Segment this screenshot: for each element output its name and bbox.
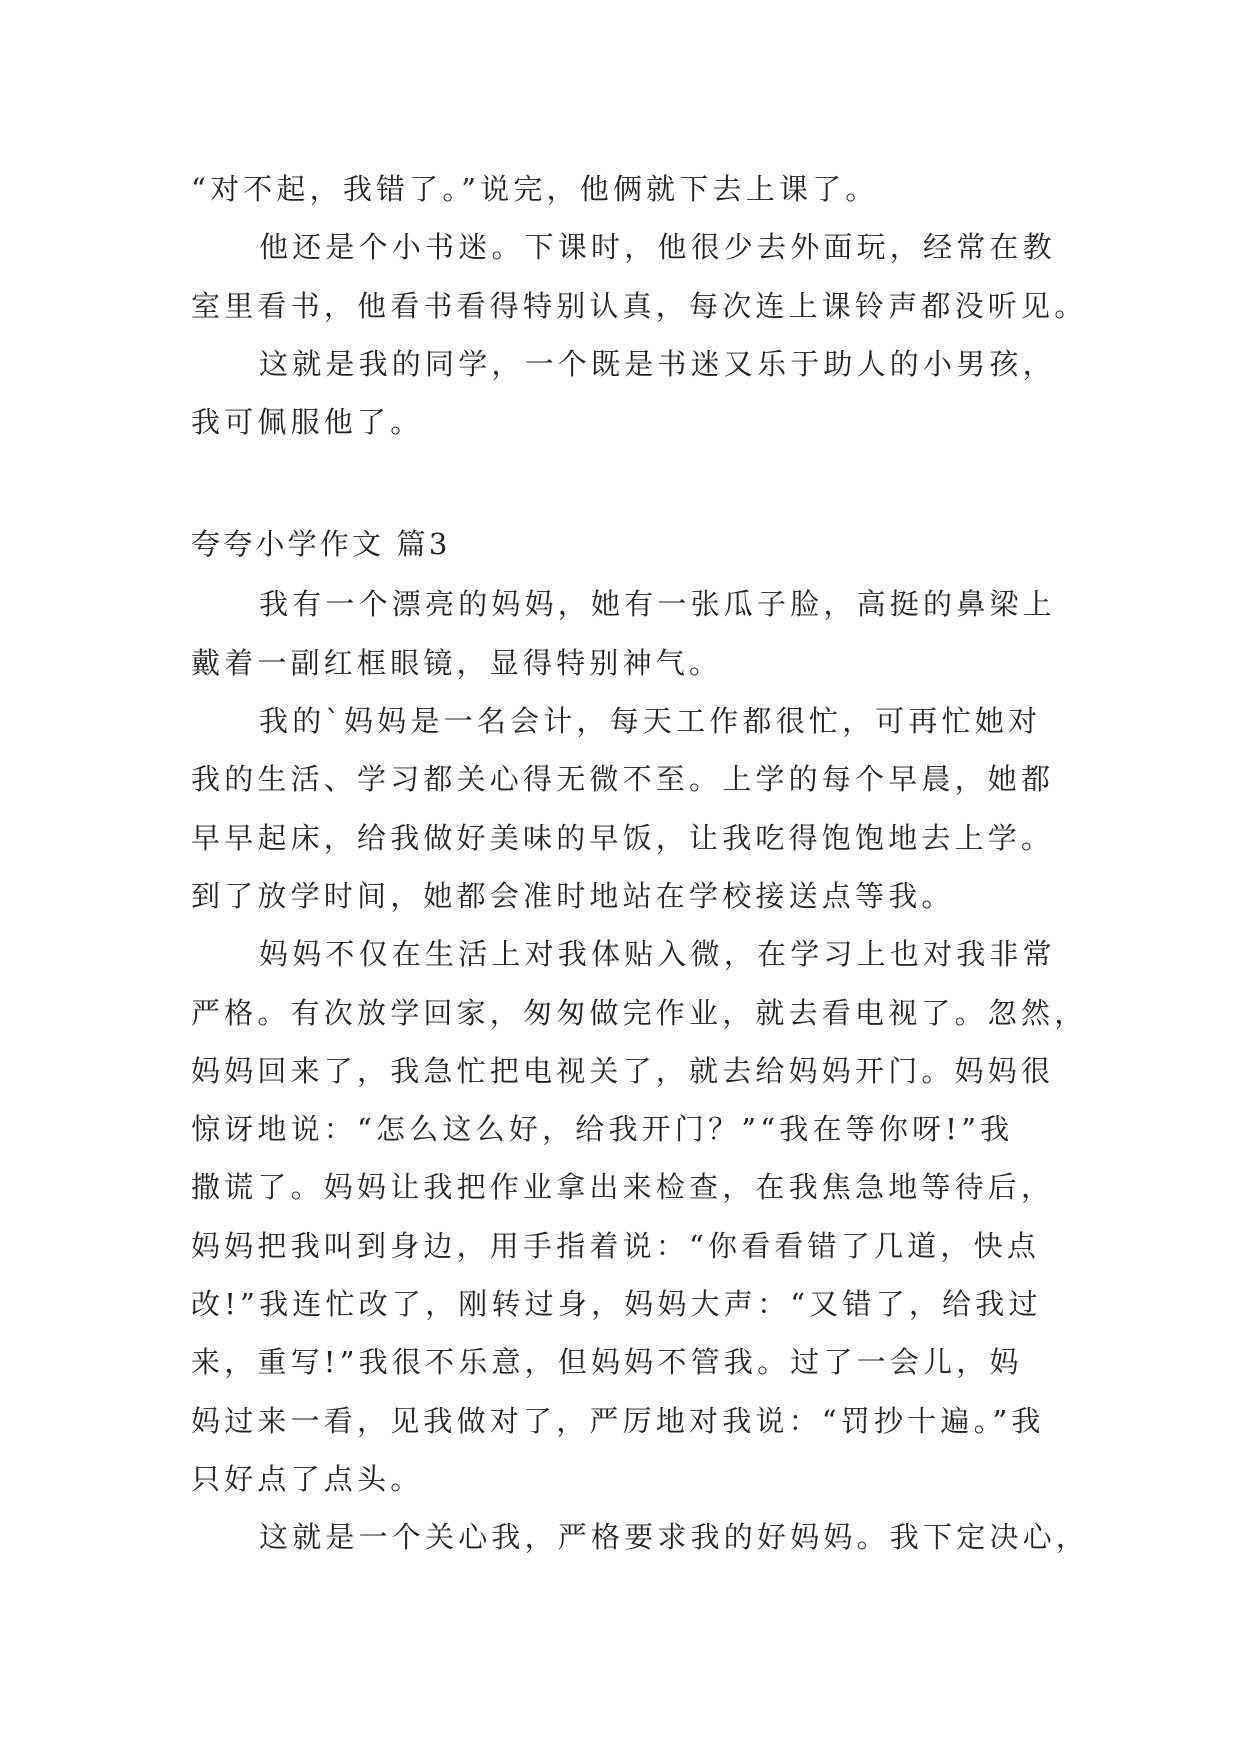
paragraph-line: “对不起，我错了。”说完，他俩就下去上课了。 — [191, 172, 879, 206]
paragraph-line: 妈妈不仅在生活上对我体贴入微，在学习上也对我非常 — [259, 937, 1056, 972]
paragraph-line: 我的`妈妈是一名会计，每天工作都很忙，可再忙她对 — [259, 704, 1042, 739]
document-body — [191, 160, 1090, 1567]
paragraph-line: 妈过来一看，见我做对了，严厉地对我说：“罚抄十遍。”我 — [191, 1403, 1045, 1438]
paragraph-line: 这就是我的同学，一个既是书迷又乐于助人的小男孩， — [259, 346, 1056, 381]
paragraph-line: 他还是个小书迷。下课时，他很少去外面玩，经常在教 — [259, 230, 1056, 265]
paragraph-line: 妈妈回来了，我急忙把电视关了，就去给妈妈开门。妈妈很 — [191, 1053, 1055, 1088]
paragraph-line: 只好点了点头。 — [191, 1461, 424, 1496]
paragraph-line: 室里看书，他看书看得特别认真，每次连上课铃声都没听见。 — [191, 288, 1088, 323]
paragraph-line: 这就是一个关心我，严格要求我的好妈妈。我下定决心， — [259, 1520, 1090, 1555]
paragraph-line: 早早起床，给我做好美味的早饭，让我吃得饱饱地去上学。 — [191, 820, 1055, 855]
paragraph-line: 惊讶地说：“怎么这么好，给我开门？”“我在等你呀!”我 — [191, 1112, 1014, 1147]
section-heading: 夸夸小学作文 篇3 — [191, 527, 451, 562]
section-spacer — [191, 451, 1061, 515]
paragraph-line: 撒谎了。妈妈让我把作业拿出来检查，在我焦急地等待后， — [191, 1170, 1055, 1205]
paragraph-line: 严格。有次放学回家，匆匆做完作业，就去看电视了。忽然， — [191, 995, 1088, 1030]
paragraph-line: 妈妈把我叫到身边，用手指着说：“你看看错了几道，快点 — [191, 1228, 1041, 1263]
paragraph-line: 来，重写!”我很不乐意，但妈妈不管我。过了一会儿，妈 — [191, 1345, 1023, 1380]
paragraph-line: 改!”我连忙改了，刚转过身，妈妈大声：“又错了，给我过 — [191, 1287, 1042, 1322]
paragraph-line: 我可佩服他了。 — [191, 405, 424, 440]
paragraph-line: 我有一个漂亮的妈妈，她有一张瓜子脸，高挺的鼻梁上 — [259, 587, 1056, 622]
paragraph-line: 我的生活、学习都关心得无微不至。上学的每个早晨，她都 — [191, 762, 1055, 797]
paragraph-line: 戴着一副红框眼镜，显得特别神气。 — [191, 645, 723, 680]
paragraph-line: 到了放学时间，她都会准时地站在学校接送点等我。 — [191, 878, 955, 913]
